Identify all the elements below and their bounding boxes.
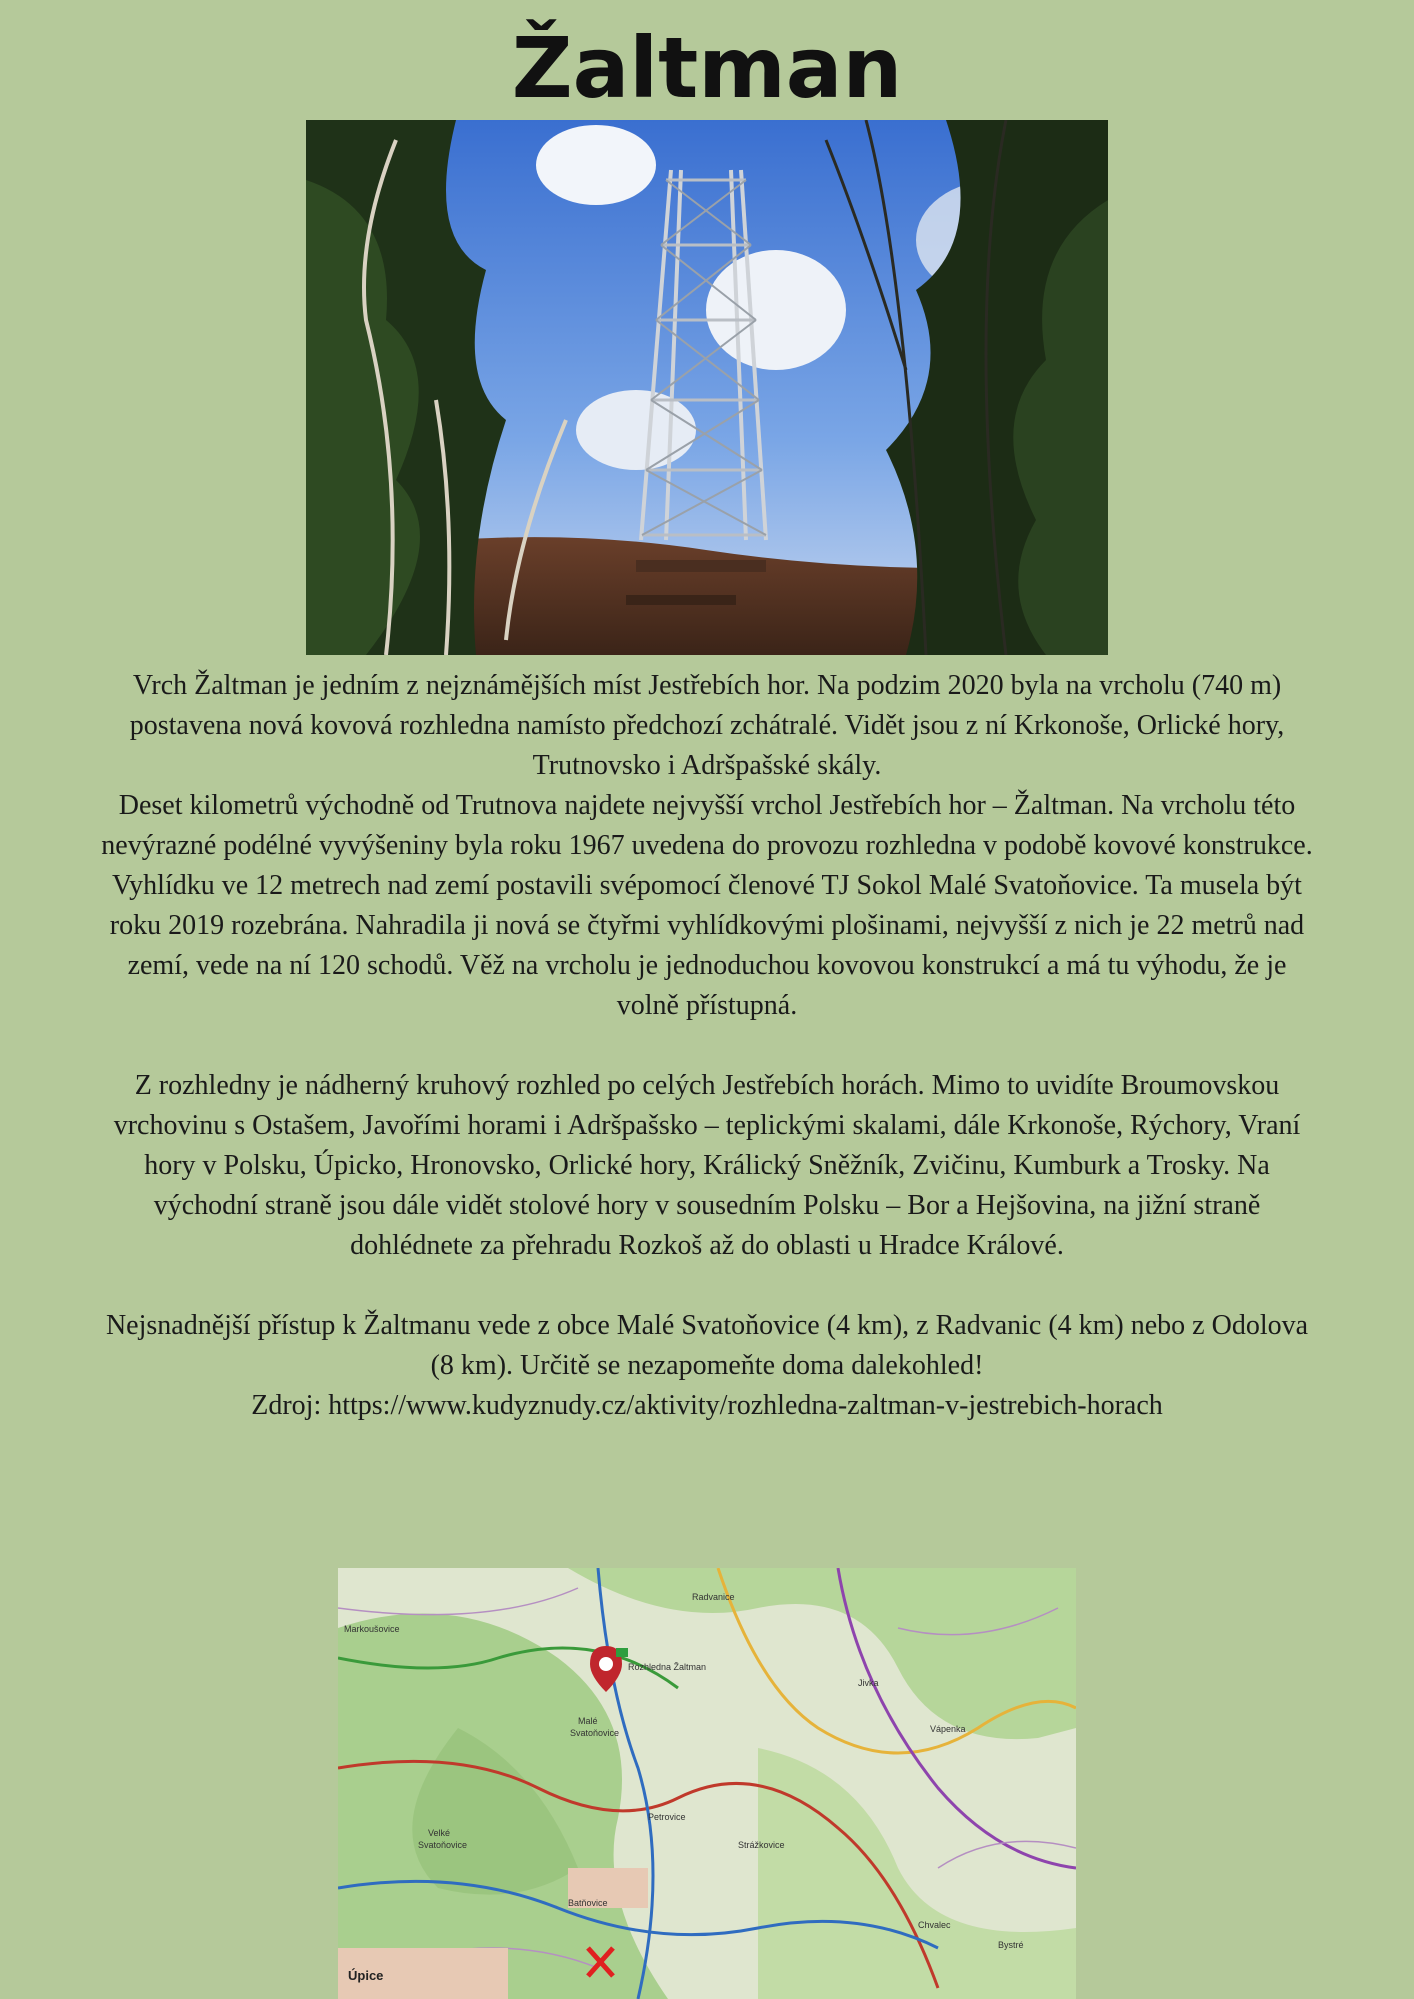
source-line: Zdroj: https://www.kudyznudy.cz/aktivity/rozhledna-zaltman-v-jestrebich-horach [251, 1390, 1163, 1421]
map-label-bystre: Bystré [998, 1940, 1024, 1950]
map-label-jivka: Jivka [858, 1678, 879, 1688]
description-text [95, 666, 1319, 1426]
map-label-chvalec: Chvalec [918, 1920, 951, 1930]
map-label-markousovice: Markoušovice [344, 1624, 400, 1634]
map-label-batnovice: Batňovice [568, 1898, 608, 1908]
map-label-petrovice: Petrovice [648, 1812, 686, 1822]
location-map [338, 1568, 1076, 1999]
lookout-tower-photo [306, 120, 1108, 655]
map-label-strazkovice: Strážkovice [738, 1840, 785, 1850]
history-paragraph: Deset kilometrů východně od Trutnova najdete nejvyšší vrchol Jestřebích hor – Žaltman. Na vrcholu této nevýrazné podélné vyvýšeniny byla roku 1967 uvedena do provozu rozhledna v podobě kovové konstrukce. Vyhlídku ve 12 metrech nad zemí postavili svépomocí členové TJ Sokol Malé Svatoňovice. Ta musela být roku 2019 rozebrána. Nahradila ji nová se čtyřmi vyhlídkovými plošinami, nejvyšší z nich je 22 metrů nad zemí, vede na ní 120 schodů. Věž na vrcholu je jednoduchou kovovou konstrukcí a má tu výhodu, že je volně přístupná. [101, 790, 1313, 1021]
intro-paragraph: Vrch Žaltman je jedním z nejznámějších míst Jestřebích hor. Na podzim 2020 byla na vrcholu (740 m) postavena nová kovová rozhledna namísto předchozí zchátralé. Vidět jsou z ní Krkonoše, Orlické hory, Trutnovsko i Adršpašské skály. [129, 670, 1285, 781]
map-marker-label: Rozhledna Žaltman [628, 1662, 707, 1672]
map-label-velke: Velké [428, 1828, 451, 1838]
page-title: Žaltman [511, 19, 903, 117]
map-label-male-svatonovice: Svatoňovice [570, 1728, 620, 1738]
view-paragraph: Z rozhledny je nádherný kruhový rozhled po celých Jestřebích horách. Mimo to uvidíte Broumovskou vrchovinu s Ostašem, Javořími horami i Adršpašsko – teplickými skalami, dále Krkonoše, Rýchory, Vraní hory v Polsku, Úpicko, Hronovsko, Orlické hory, Králický Sněžník, Zvičinu, Kumburk a Trosky. Na východní straně jsou dále vidět stolové hory v sousedním Polsku – Bor a Hejšovina, na jižní straně dohlédnete za přehradu Rozkoš až do oblasti u Hradce Králové. [113, 1070, 1301, 1261]
map-label-upice: Úpice [348, 1968, 384, 1983]
access-paragraph: Nejsnadnější přístup k Žaltmanu vede z obce Malé Svatoňovice (4 km), z Radvanic (4 km) nebo z Odolova (8 km). Určitě se nezapomeňte doma dalekohled! [105, 1310, 1309, 1381]
map-label-vapenka: Vápenka [930, 1724, 966, 1734]
map-label-velke-svatonovice: Svatoňovice [418, 1840, 468, 1850]
map-label-male: Malé [578, 1716, 598, 1726]
map-label-radvanice: Radvanice [692, 1592, 735, 1602]
